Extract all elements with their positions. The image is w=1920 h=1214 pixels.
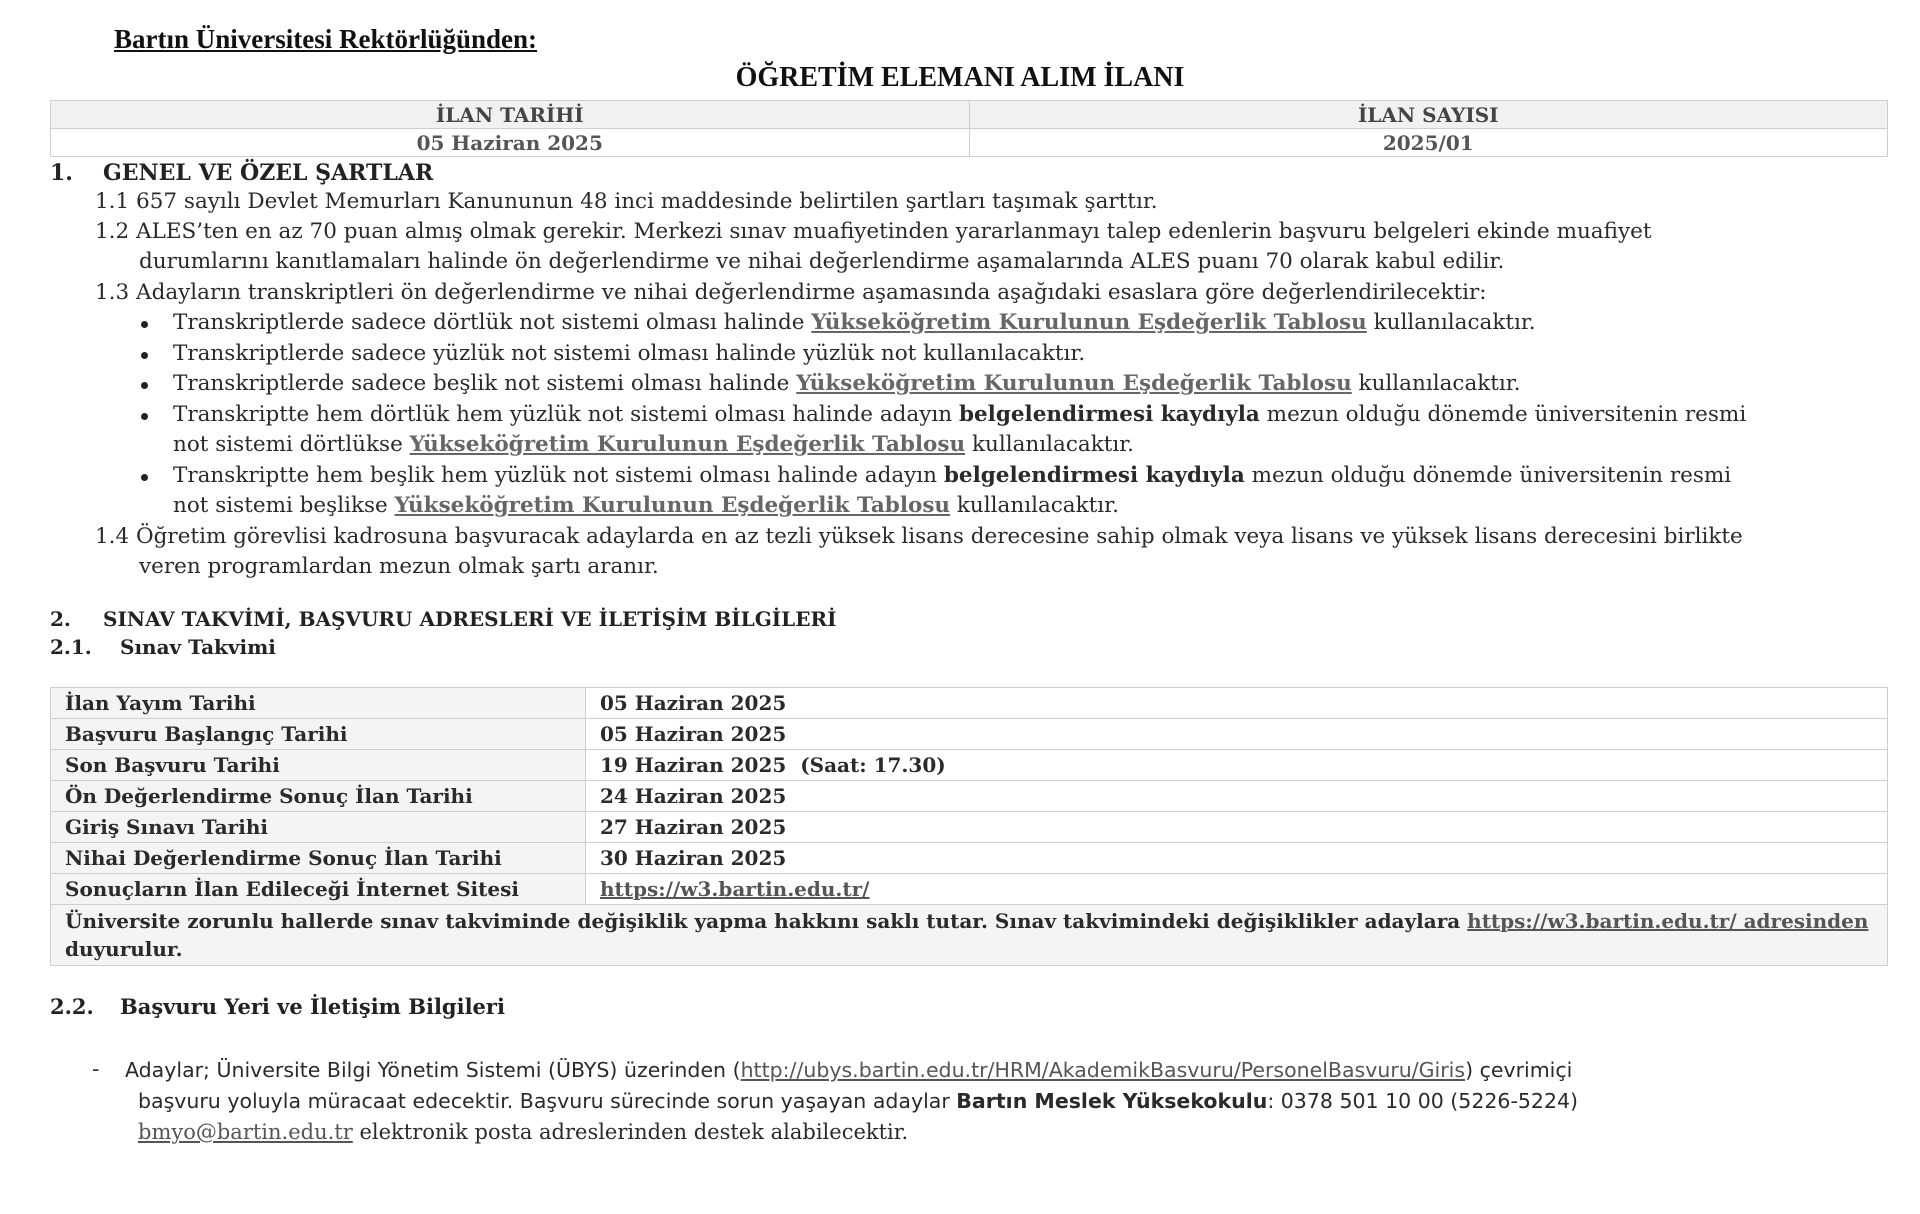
bullet-5-line1 [173,461,1731,491]
item-1-2-number: 1.2 [95,219,130,244]
item-1-3-text: Adayların transkriptleri ön değerlendirme ve nihai değerlendirme aşamasında aşağıdaki esaslara göre değerlendirilecektir: [136,280,1487,305]
bullet-4-line1 [173,400,1746,430]
contact-line1-suffix: ) çevrimiçi [1465,1058,1573,1082]
announcement-date-header: İLAN TARİHİ [51,101,970,129]
schedule-note-suffix: duyurulur. [65,937,183,961]
bullet-icon [141,382,148,389]
item-1-4-text-line2: veren programlardan mezun olmak şartı aranır. [139,554,659,579]
schedule-note-link[interactable]: https://w3.bartin.edu.tr/ adresinden [1467,909,1869,933]
section-1-number: 1. [50,160,73,186]
item-1-4-text-line1: Öğretim görevlisi kadrosuna başvuracak adaylarda en az tezli yüksek lisans derecesine sahip olmak veya lisans ve yüksek lisans derecesini birlikte [136,524,1743,549]
equivalence-table-link[interactable]: Yükseköğretim Kurulunun Eşdeğerlik Tablosu [796,371,1352,396]
bullet-1-suffix: kullanılacaktır. [1366,310,1536,335]
item-1-3-number: 1.3 [95,280,130,305]
bullet-icon [141,413,148,420]
bullet-3 [173,369,1521,399]
table-row [51,843,1888,874]
announcement-title: ÖĞRETİM ELEMANI ALIM İLANI [735,62,1185,93]
schedule-value: 30 Haziran 2025 [586,843,1888,874]
bullet-4-line2-text: not sistemi dörtlükse [173,432,410,457]
bullet-3-text: Transkriptlerde sadece beşlik not sistemi olması halinde [173,371,797,396]
section-2-title: SINAV TAKVİMİ, BAŞVURU ADRESLERİ VE İLETİŞİM BİLGİLERİ [103,607,837,631]
bullet-5-rest: mezun olduğu dönemde üniversitenin resmi [1244,463,1732,488]
bullet-5-text: Transkriptte hem beşlik hem yüzlük not sistemi olması halinde adayın [173,463,944,488]
schedule-label: İlan Yayım Tarihi [51,688,586,719]
item-1-4-number: 1.4 [95,524,130,549]
table-row [51,812,1888,843]
bullet-1-text: Transkriptlerde sadece dörtlük not sistemi olması halinde [173,310,812,335]
contact-line3-text: elektronik posta adreslerinden destek alabilecektir. [352,1120,909,1144]
item-1-2-text-line1: ALES’ten en az 70 puan almış olmak gerekir. Merkezi sınav muafiyetinden yararlanmayı talep edenlerin başvuru belgeleri ekinde muafiyet [136,219,1652,244]
bullet-4-text: Transkriptte hem dörtlük hem yüzlük not sistemi olması halinde adayın [173,402,959,427]
exam-schedule-table [50,687,1888,966]
equivalence-table-link[interactable]: Yükseköğretim Kurulunun Eşdeğerlik Tablosu [811,310,1367,335]
announcement-date-value: 05 Haziran 2025 [51,129,970,157]
item-1-2-line1 [95,217,1651,247]
bullet-5-suffix: kullanılacaktır. [950,493,1119,518]
table-row [51,781,1888,812]
table-row [51,750,1888,781]
bullet-2: Transkriptlerde sadece yüzlük not sistemi olması halinde yüzlük not kullanılacaktır. [173,341,1086,366]
ubys-link[interactable]: http://ubys.bartin.edu.tr/HRM/AkademikBasvuru/PersonelBasvuru/Giris [740,1058,1466,1082]
bullet-5-line2 [173,491,1119,521]
bullet-4-line2 [173,430,1134,460]
contact-email-link[interactable]: bmyo@bartin.edu.tr [138,1120,353,1144]
schedule-value: 05 Haziran 2025 [586,688,1888,719]
contact-line1 [125,1055,1572,1085]
bullet-5-bold: belgelendirmesi kaydıyla [943,463,1245,488]
equivalence-table-link[interactable]: Yükseköğretim Kurulunun Eşdeğerlik Tablosu [409,432,966,457]
results-website-cell [586,874,1888,905]
bullet-3-suffix: kullanılacaktır. [1351,371,1521,396]
contact-line2 [138,1086,1578,1116]
section-2-1-heading [50,635,276,659]
schedule-label: Başvuru Başlangıç Tarihi [51,719,586,750]
schedule-note [51,905,1888,966]
section-2-2-title: Başvuru Yeri ve İletişim Bilgileri [120,994,505,1019]
section-2-2-heading [50,994,505,1019]
schedule-note-text: Üniversite zorunlu hallerde sınav takviminde değişiklik yapma hakkını saklı tutar. Sınav takvimindeki değişiklikler adaylara [65,909,1468,933]
contact-line3 [138,1117,908,1147]
issuer-heading: Bartın Üniversitesi Rektörlüğünden: [114,24,538,54]
section-2-2-number: 2.2. [50,994,94,1019]
contact-line2-text: başvuru yoluyla müracaat edecektir. Başvuru sürecinde sorun yaşayan adaylar [138,1089,957,1113]
bullet-5-line2-text: not sistemi beşlikse [173,493,395,518]
item-1-3 [95,278,1487,308]
schedule-label: Nihai Değerlendirme Sonuç İlan Tarihi [51,843,586,874]
bullet-4-bold: belgelendirmesi kaydıyla [958,402,1260,427]
table-row [51,874,1888,905]
item-1-4-line1 [95,522,1743,552]
results-website-link[interactable]: https://w3.bartin.edu.tr/ [600,877,870,901]
equivalence-table-link[interactable]: Yükseköğretim Kurulunun Eşdeğerlik Tablosu [394,493,951,518]
announcement-info-table [50,100,1888,157]
table-row [51,905,1888,966]
section-2-heading [50,607,836,631]
schedule-value: 19 Haziran 2025 (Saat: 17.30) [586,750,1888,781]
bullet-icon [141,352,148,359]
item-1-1-number: 1.1 [95,189,130,214]
section-2-number: 2. [50,607,71,631]
schedule-label: Ön Değerlendirme Sonuç İlan Tarihi [51,781,586,812]
item-1-1 [95,187,1158,217]
bullet-4-suffix: kullanılacaktır. [965,432,1134,457]
announcement-number-value: 2025/01 [969,129,1888,157]
schedule-label: Sonuçların İlan Edileceği İnternet Sitesi [51,874,586,905]
schedule-value: 24 Haziran 2025 [586,781,1888,812]
schedule-value: 27 Haziran 2025 [586,812,1888,843]
bullet-1 [173,308,1536,338]
dash-marker: - [92,1057,100,1082]
contact-phone: : 0378 501 10 00 (5226-5224) [1267,1089,1579,1113]
item-1-1-text: 657 sayılı Devlet Memurları Kanununun 48 inci maddesinde belirtilen şartları taşımak şarttır. [136,189,1158,214]
bullet-icon [141,321,148,328]
contact-school-name: Bartın Meslek Yüksekokulu [956,1089,1268,1113]
schedule-label: Son Başvuru Tarihi [51,750,586,781]
table-row [51,688,1888,719]
section-2-1-title: Sınav Takvimi [120,635,276,659]
bullet-icon [141,474,148,481]
announcement-number-header: İLAN SAYISI [969,101,1888,129]
contact-line1-text: Adaylar; Üniversite Bilgi Yönetim Sistemi (ÜBYS) üzerinden ( [125,1058,741,1082]
section-1-heading [50,160,433,186]
table-row [51,719,1888,750]
item-1-2-text-line2: durumlarını kanıtlamaları halinde ön değerlendirme ve nihai değerlendirme aşamalarında ALES puanı 70 olarak kabul edilir. [139,249,1505,274]
section-1-title: GENEL VE ÖZEL ŞARTLAR [103,160,434,186]
section-2-1-number: 2.1. [50,635,92,659]
schedule-label: Giriş Sınavı Tarihi [51,812,586,843]
schedule-value: 05 Haziran 2025 [586,719,1888,750]
bullet-4-rest: mezun olduğu dönemde üniversitenin resmi [1259,402,1747,427]
